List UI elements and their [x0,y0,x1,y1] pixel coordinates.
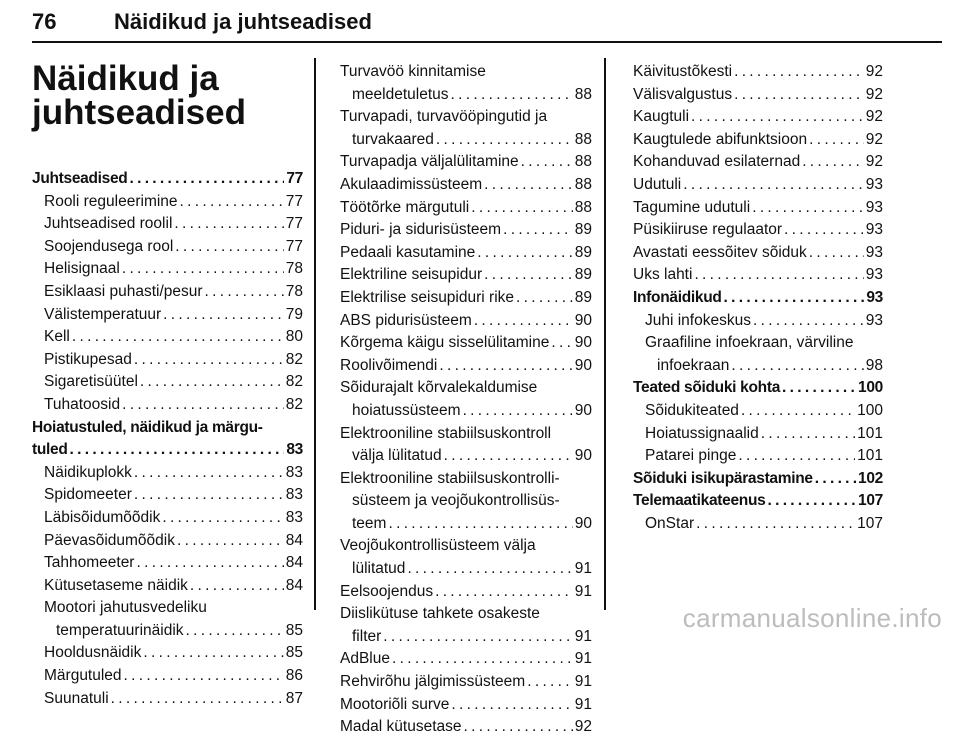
toc-leader-dots [815,468,856,491]
toc-entry-label: Töötõrke märgutuli [340,198,470,216]
toc-leader-dots [734,84,864,107]
toc-entry [633,468,883,491]
toc-leader-dots [439,355,572,378]
toc-leader-dots [435,581,573,604]
toc-leader-dots [134,349,284,372]
toc-entry-label: Elektrilise seisupiduri rike [340,288,515,306]
toc-entry [633,445,883,468]
toc-entry [32,507,303,530]
toc-entry-label: Eelsoojendus [340,582,434,600]
toc-entry-label: Elektrooniline stabiilsuskontroll [340,424,552,442]
chapter-title [32,59,302,132]
toc-page-number: 83 [285,486,303,504]
toc-page-number: 92 [865,85,883,103]
toc-page-number: 88 [574,153,592,171]
toc-entry [340,355,592,378]
toc-leader-dots [174,213,283,236]
toc-entry-label: Rehvirõhu jälgimissüsteem [340,673,526,691]
toc-entry-label: Teated sõiduki kohta [633,379,781,397]
toc-entry-label: Kohanduvad esilaternad [633,153,801,171]
toc-entry [32,168,303,191]
toc-entry [32,665,303,688]
toc-entry-label: Mootori jahutusvedeliku [44,599,207,617]
toc-entry-label: Uks lahti [633,266,693,284]
toc-entry-label: Hoiatustuled, näidikud ja märgu- [32,418,263,436]
toc-column-1 [32,168,303,710]
toc-leader-dots [134,462,284,485]
toc-page-number: 90 [574,311,592,329]
column-divider [604,58,606,610]
toc-leader-dots [163,304,284,327]
toc-page-number: 91 [574,560,592,578]
toc-entry-label: Madal kütusetase [340,718,462,736]
toc-entry [340,716,592,739]
toc-leader-dots [691,106,864,129]
toc-page-number: 87 [285,689,303,707]
toc-leader-dots [809,242,864,265]
toc-entry [633,84,883,107]
toc-page-number: 86 [285,667,303,685]
chapter-title-line: juhtseadised [32,93,246,132]
toc-entry-label: Juhi infokeskus [645,311,751,329]
toc-entry [633,332,883,355]
toc-entry-label: Suunatuli [44,689,109,707]
toc-entry [633,174,883,197]
toc-entry [633,287,883,310]
toc-entry-label: Märgutuled [44,667,122,685]
toc-page-number: 80 [285,328,303,346]
toc-leader-dots [140,371,284,394]
toc-entry [633,264,883,287]
toc-page-number: 82 [285,395,303,413]
toc-entry [340,400,592,423]
toc-page-number: 93 [865,311,883,329]
toc-entry-label: ABS pidurisüsteem [340,311,472,329]
toc-entry [633,106,883,129]
toc-entry-label: filter [352,627,382,645]
toc-entry-label: Kütusetaseme näidik [44,576,188,594]
toc-entry [633,513,883,536]
toc-page-number: 89 [574,243,592,261]
toc-entry [32,620,303,643]
toc-leader-dots [122,394,284,417]
toc-page-number: 92 [865,153,883,171]
toc-entry [340,84,592,107]
toc-page-number: 83 [285,463,303,481]
toc-entry-label: Pedaali kasutamine [340,243,476,261]
toc-entry [32,484,303,507]
toc-entry [340,513,592,536]
toc-entry-label: AdBlue [340,650,390,668]
toc-entry-label: Läbisõidumõõdik [44,508,161,526]
toc-column-2 [340,61,592,739]
toc-leader-dots [205,281,284,304]
toc-page-number: 98 [865,356,883,374]
toc-entry [340,332,592,355]
toc-entry-label: Hooldusnäidik [44,644,142,662]
toc-entry-label: Diislikütuse tahkete osakeste [340,605,540,623]
toc-page-number: 83 [285,508,303,526]
toc-entry [340,151,592,174]
toc-entry-label: Roolivõimendi [340,356,438,374]
toc-page-number: 89 [574,221,592,239]
toc-leader-dots [143,642,283,665]
page-number: 76 [32,9,57,34]
toc-entry-label: Patarei pinge [645,447,737,465]
toc-entry [32,688,303,711]
toc-page-number: 101 [857,424,883,442]
toc-leader-dots [738,445,855,468]
toc-entry [633,61,883,84]
toc-page-number: 92 [574,718,592,736]
toc-leader-dots [451,84,573,107]
toc-leader-dots [782,377,856,400]
toc-leader-dots [177,530,284,553]
toc-page-number: 93 [865,221,883,239]
toc-leader-dots [111,688,284,711]
toc-leader-dots [186,620,284,643]
toc-page-number: 91 [574,695,592,713]
toc-entry-label: Püsikiiruse regulaator [633,221,783,239]
toc-entry [32,236,303,259]
toc-entry [340,219,592,242]
toc-leader-dots [484,174,573,197]
toc-entry-label: Käivitustõkesti [633,63,733,80]
toc-page-number: 77 [285,237,303,255]
toc-leader-dots [392,648,573,671]
toc-page-number: 101 [857,447,883,465]
toc-page-number: 107 [858,492,883,510]
toc-entry-label: turvakaared [352,130,434,148]
toc-entry-label: teem [352,514,387,532]
toc-leader-dots [436,129,573,152]
toc-page-number: 91 [574,673,592,691]
toc-entry-label: Tuhatoosid [44,395,121,413]
toc-leader-dots [136,552,283,575]
toc-column-3 [633,61,883,535]
toc-page-number: 84 [285,576,303,594]
toc-entry-label: Välistemperatuur [44,305,162,323]
toc-leader-dots [70,439,285,462]
toc-entry-label: Soojendusega rool [44,237,174,255]
toc-entry [340,242,592,265]
toc-entry-label: Avastati eessõitev sõiduk [633,243,807,261]
toc-entry-label: Kaugtuli [633,108,690,126]
toc-entry [340,626,592,649]
toc-entry [32,530,303,553]
toc-leader-dots [527,671,573,694]
toc-page-number: 90 [574,401,592,419]
toc-entry [340,558,592,581]
toc-page-number: 89 [574,266,592,284]
toc-page-number: 78 [285,260,303,278]
toc-page-number: 93 [865,243,883,261]
toc-page-number: 92 [865,108,883,126]
toc-page-number: 77 [285,192,303,210]
toc-leader-dots [694,264,863,287]
toc-page-number: 92 [865,130,883,148]
toc-page-number: 91 [574,582,592,600]
toc-entry-label: Spidomeeter [44,486,132,504]
toc-entry [32,439,303,462]
toc-entry [340,264,592,287]
toc-leader-dots [180,191,284,214]
toc-entry [340,423,592,446]
toc-leader-dots [383,626,572,649]
toc-entry-label: OnStar [645,514,695,532]
toc-entry [340,106,592,129]
toc-entry [633,310,883,333]
toc-entry-label: Esiklaasi puhasti/pesur [44,282,203,300]
toc-entry [340,535,592,558]
toc-leader-dots [190,575,284,598]
toc-leader-dots [477,242,572,265]
toc-entry [32,304,303,327]
toc-page-number: 91 [574,627,592,645]
toc-leader-dots [474,310,573,333]
toc-entry-label: meeldetuletus [352,85,449,103]
toc-entry-label: tuled [32,441,68,459]
toc-entry [340,694,592,717]
toc-entry-label: Juhtseadised [32,170,128,187]
toc-entry-label: Sõiduki isikupärastamine [633,469,813,487]
toc-leader-dots [761,423,855,446]
toc-page-number: 79 [285,305,303,323]
toc-leader-dots [767,490,856,513]
toc-entry [340,129,592,152]
toc-leader-dots [124,665,284,688]
toc-page-number: 91 [574,650,592,668]
toc-entry-label: Udutuli [633,175,682,193]
toc-leader-dots [734,61,864,84]
toc-entry-label: välja lülitatud [352,447,442,465]
toc-entry [32,417,303,440]
toc-page-number: 90 [574,514,592,532]
toc-leader-dots [696,513,855,536]
toc-entry-label: Kell [44,328,70,346]
toc-leader-dots [752,197,864,220]
toc-entry [340,581,592,604]
toc-entry-label: süsteem ja veojõukontrollisüs- [352,492,560,510]
toc-leader-dots [463,400,573,423]
toc-page-number: 102 [858,469,883,487]
toc-entry [32,326,303,349]
toc-entry [633,490,883,513]
toc-entry [340,671,592,694]
toc-entry [32,213,303,236]
toc-leader-dots [521,151,573,174]
toc-leader-dots [162,507,283,530]
toc-entry [32,371,303,394]
toc-page-number: 100 [857,401,883,419]
toc-entry-label: Kõrgema käigu sisselülitamine [340,334,550,352]
toc-page-number: 107 [857,514,883,532]
toc-entry [32,394,303,417]
toc-entry-label: Sõidukiteated [645,401,739,419]
toc-entry-label: Elektrooniline stabiilsuskontrolli- [340,469,560,487]
toc-leader-dots [731,355,863,378]
toc-entry-label: Veojõukontrollisüsteem välja [340,537,536,555]
toc-entry-label: Näidikuplokk [44,463,132,481]
toc-entry [633,355,883,378]
toc-entry-label: Juhtseadised roolil [44,215,173,233]
toc-entry [340,468,592,491]
toc-leader-dots [516,287,573,310]
toc-page-number: 82 [285,350,303,368]
toc-entry [32,258,303,281]
toc-entry [633,129,883,152]
toc-entry [340,490,592,513]
toc-page-number: 88 [574,198,592,216]
toc-leader-dots [551,332,572,355]
toc-leader-dots [444,445,573,468]
toc-entry [340,377,592,400]
toc-leader-dots [451,694,572,717]
toc-page-number: 85 [285,621,303,639]
toc-entry-label: Rooli reguleerimine [44,192,178,210]
toc-leader-dots [134,484,284,507]
toc-entry-label: Turvavöö kinnitamise [340,63,486,80]
toc-page-number: 92 [865,63,883,80]
toc-entry [633,423,883,446]
toc-page-number: 93 [865,175,883,193]
chapter-title-line: Näidikud ja [32,59,219,98]
toc-entry-label: Välisvalgustus [633,85,733,103]
toc-page-number: 90 [574,334,592,352]
toc-entry-label: Päevasõidumõõdik [44,531,175,549]
toc-entry-label: temperatuurinäidik [56,621,184,639]
toc-entry-label: Turvapadi, turvavööpingutid ja [340,108,548,126]
toc-page-number: 89 [574,288,592,306]
toc-entry [32,281,303,304]
toc-leader-dots [122,258,284,281]
toc-entry-label: Tagumine udutuli [633,198,751,216]
toc-entry-label: Sigaretisüütel [44,373,138,391]
toc-page-number: 83 [286,441,303,459]
running-header-title: Näidikud ja juhtseadised [114,9,372,34]
toc-entry-label: Kaugtulede abifunktsioon [633,130,808,148]
toc-leader-dots [503,219,573,242]
toc-entry [633,242,883,265]
toc-entry [340,445,592,468]
toc-page-number: 90 [574,447,592,465]
toc-page-number: 84 [285,554,303,572]
toc-leader-dots [753,310,864,333]
toc-entry-label: Tahhomeeter [44,554,135,572]
toc-entry [633,377,883,400]
toc-page-number: 84 [285,531,303,549]
toc-leader-dots [683,174,864,197]
toc-entry [32,575,303,598]
toc-entry [32,191,303,214]
toc-entry [340,310,592,333]
toc-leader-dots [464,716,573,739]
toc-entry-label: Helisignaal [44,260,120,278]
toc-entry [32,552,303,575]
toc-entry [32,642,303,665]
toc-entry-label: Infonäidikud [633,288,722,306]
page-header [32,3,942,41]
toc-leader-dots [802,151,864,174]
toc-entry [633,197,883,220]
toc-entry-label: Pistikupesad [44,350,132,368]
toc-page-number: 88 [574,175,592,193]
toc-entry [340,61,592,84]
toc-leader-dots [471,197,573,220]
toc-entry-label: Hoiatussignaalid [645,424,759,442]
toc-leader-dots [724,287,865,310]
toc-page-number: 88 [574,85,592,103]
toc-page-number: 82 [285,373,303,391]
toc-entry-label: Piduri- ja sidurisüsteem [340,221,502,239]
toc-leader-dots [388,513,572,536]
toc-entry-label: hoiatussüsteem [352,401,461,419]
toc-leader-dots [175,236,283,259]
toc-entry-label: Elektriline seisupidur [340,266,483,284]
toc-leader-dots [72,326,284,349]
toc-page-number: 90 [574,356,592,374]
toc-entry-label: lülitatud [352,560,406,578]
toc-entry [340,197,592,220]
toc-entry [340,287,592,310]
toc-entry-label: Telemaatikateenus [633,492,766,510]
toc-leader-dots [741,400,855,423]
toc-page-number: 78 [285,282,303,300]
header-rule [32,41,942,43]
toc-entry-label: Sõidurajalt kõrvalekaldumise [340,379,538,397]
toc-page-number: 85 [285,644,303,662]
watermark: carmanualsonline.info [682,603,942,633]
toc-entry [340,174,592,197]
toc-entry [633,400,883,423]
toc-leader-dots [784,219,864,242]
toc-entry-label: Mootoriõli surve [340,695,450,713]
toc-page-number: 93 [866,288,883,306]
toc-page-number: 77 [286,170,303,187]
toc-leader-dots [407,558,572,581]
toc-entry [340,603,592,626]
toc-entry-label: Graafiline infoekraan, värviline [645,334,854,352]
toc-entry-label: Turvapadja väljalülitamine [340,153,519,171]
toc-entry [32,597,303,620]
toc-page-number: 88 [574,130,592,148]
toc-entry [633,151,883,174]
column-divider [314,58,316,610]
toc-page-number: 93 [865,198,883,216]
toc-page-number: 77 [285,215,303,233]
toc-page-number: 93 [865,266,883,284]
toc-entry [633,219,883,242]
toc-leader-dots [484,264,573,287]
toc-entry-label: Akulaadimissüsteem [340,175,483,193]
toc-leader-dots [809,129,864,152]
toc-entry-label: infoekraan [657,356,730,374]
toc-page-number: 100 [858,379,883,397]
toc-entry [32,349,303,372]
toc-leader-dots [129,168,284,191]
toc-entry [340,648,592,671]
toc-entry [32,462,303,485]
